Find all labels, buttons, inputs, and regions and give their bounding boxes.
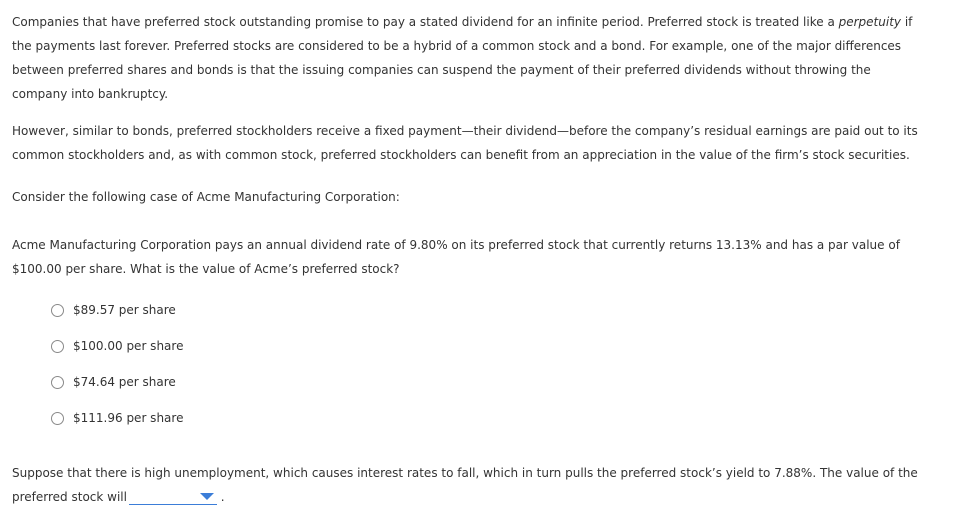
perpetuity-term: perpetuity: [838, 15, 901, 29]
intro-line-4: company into bankruptcy.: [12, 87, 169, 101]
case-intro-text: Consider the following case of Acme Manufacturing Corporation:: [12, 190, 400, 204]
intro-line-1: Companies that have preferred stock outstanding promise to pay a stated dividend for an infinite period. Preferred stock is treated like a perpetuity if: [12, 15, 913, 29]
followup-line-1: Suppose that there is high unemployment, which causes interest rates to fall, which in turn pulls the preferred stock’s yield to 7.88%. The value of the: [12, 466, 918, 480]
radio-button[interactable]: [51, 376, 64, 389]
answer-option-label: $89.57 per share: [73, 303, 176, 317]
followup-question: [12, 461, 942, 509]
radio-button[interactable]: [51, 304, 64, 317]
intro-line-3: between preferred shares and bonds is that the issuing companies can suspend the payment of their preferred dividends without throwing the: [12, 63, 871, 77]
question-line-2: $100.00 per share. What is the value of Acme’s preferred stock?: [12, 262, 400, 276]
answer-option-2[interactable]: [51, 339, 183, 353]
intro-line-2: the payments last forever. Preferred stocks are considered to be a hybrid of a common stock and a bond. For example, one of the major differences: [12, 39, 902, 53]
answer-option-3[interactable]: [51, 375, 176, 389]
answer-option-1[interactable]: [51, 303, 176, 317]
caret-down-icon[interactable]: [200, 493, 214, 500]
para2-line-1: However, similar to bonds, preferred stockholders receive a fixed payment—their dividend—before the company’s residual earnings are paid out to its: [12, 124, 918, 138]
followup-line-2: preferred stock will .: [12, 490, 225, 504]
answer-option-label: $111.96 per share: [73, 411, 184, 425]
radio-button[interactable]: [51, 412, 64, 425]
para2-line-2: common stockholders and, as with common stock, preferred stockholders can benefit from an appreciation in the value of the firm’s stock securities.: [12, 148, 910, 162]
intro-paragraph: [12, 10, 942, 106]
question-line-1: Acme Manufacturing Corporation pays an annual dividend rate of 9.80% on its preferred stock that currently returns 13.13% and has a par value of: [12, 238, 900, 252]
stock-value-dropdown[interactable]: [129, 488, 217, 505]
bonds-comparison-paragraph: [12, 119, 942, 167]
answer-option-4[interactable]: [51, 411, 183, 425]
answer-option-label: $74.64 per share: [73, 375, 176, 389]
radio-button[interactable]: [51, 340, 64, 353]
answer-option-label: $100.00 per share: [73, 339, 184, 353]
question-text: [12, 233, 942, 281]
